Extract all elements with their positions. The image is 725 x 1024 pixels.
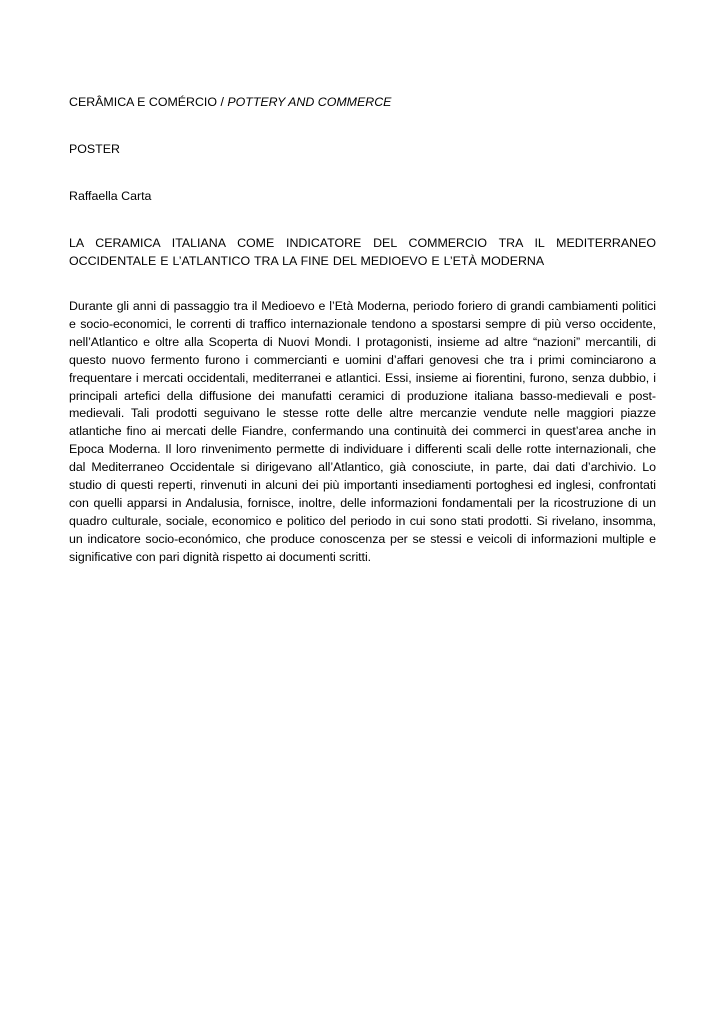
section-heading (69, 94, 656, 112)
paper-title: LA CERAMICA ITALIANA COME INDICATORE DEL COMMERCIO TRA IL MEDITERRANEO OCCIDENTALE E L’ATLANTICO TRA LA FINE DEL MEDIOEVO E L’ETÀ MODERNA (69, 236, 656, 268)
section-heading-pt: CERÂMICA E COMÉRCIO / (69, 95, 228, 109)
abstract-text: Durante gli anni di passaggio tra il Medioevo e l’Età Moderna, periodo foriero di grandi cambiamenti politici e socio-economici, le correnti di traffico internazionale tendono a spostarsi sempre di più verso occidente, nell’Atlantico e oltre alla Scoperta di Nuovi Mondi. I protagonisti, insieme ad altre “nazioni” mercantili, di questo nuovo fermento furono i commercianti e uomini d’affari genovesi che tra i primi cominciarono a frequentare i mercati occidentali, mediterranei e atlantici. Essi, insieme ai fiorentini, furono, senza dubbio, i principali artefici della diffusione dei manufatti ceramici di produzione italiana basso-medievali e post-medievali. Tali prodotti seguivano le stesse rotte delle altre mercanzie vendute nelle maggiori piazze atlantiche fino ai mercati delle Fiandre, confermando una continuità dei commerci in quest’area anche in Epoca Moderna. Il loro rinvenimento permette di individuare i differenti scali delle rotte internazionali, che dal Mediterraneo Occidentale si dirigevano all’Atlantico, già conosciute, in parte, dai dati d’archivio. Lo studio di questi reperti, rinvenuti in alcuni dei più importanti insediamenti portoghesi ed inglesi, confrontati con quelli apparsi in Andalusia, fornisce, inoltre, delle informazioni fondamentali per la ricostruzione di un quadro culturale, sociale, economico e politico del periodo in cui sono stati prodotti. Si rivelano, insomma, un indicatore socio-económico, che produce conoscenza per se stessi e veicoli di informazioni multiple e significative con pari dignità rispetto ai documenti scritti. (69, 299, 656, 564)
section-heading-en: POTTERY AND COMMERCE (227, 95, 392, 109)
author-name: Raffaella Carta (69, 189, 152, 203)
section-type: POSTER (69, 142, 120, 156)
